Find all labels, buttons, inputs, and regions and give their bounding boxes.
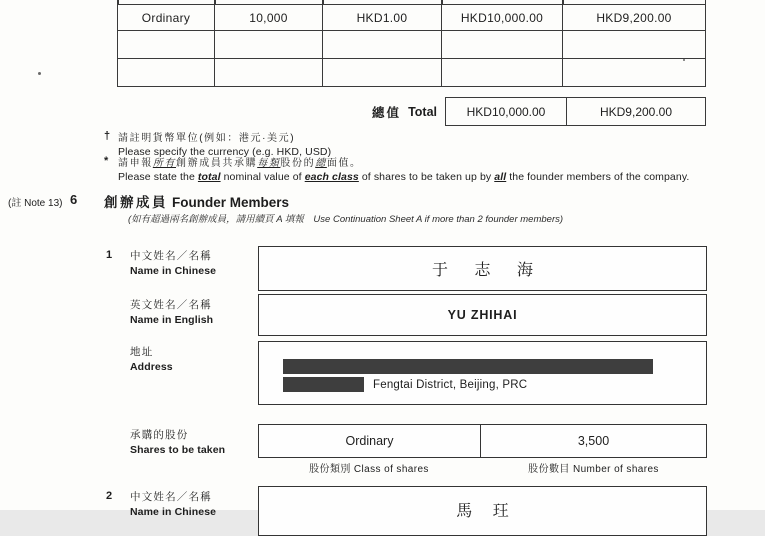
section-number: 6	[70, 192, 78, 207]
scan-speck	[683, 59, 685, 61]
section-subtitle: (如有超過兩名創辦成員，請用續頁 A 填報 Use Continuation Sheet A if more than 2 founder members)	[128, 214, 564, 225]
share-capital-table	[117, 4, 706, 87]
share-class-cell: Ordinary	[118, 5, 215, 31]
total-row-box	[445, 97, 706, 126]
footnote-nominal-value	[104, 154, 689, 183]
footnote-currency-en: Please specify the currency (e.g. HKD, USD)	[118, 146, 332, 158]
member-2-name-chinese: 馬 玨	[456, 503, 517, 520]
member-1-index: 1	[106, 249, 113, 261]
total-amount-cell: HKD10,000.00	[442, 5, 563, 31]
member-1-shares-field	[258, 424, 707, 458]
footnote-nominal-en: Please state the total nominal value of each class of shares to be taken up by all the founder members of the company.	[118, 171, 690, 183]
section-title-zh: 創辦成員	[104, 195, 168, 210]
margin-note-ref: (註 Note 13)	[8, 198, 63, 209]
total-capital-value: HKD9,200.00	[566, 98, 705, 125]
shares-label: 承購的股份 Shares to be taken	[130, 429, 226, 456]
member-1-name-english: YU ZHIHAI	[447, 308, 518, 322]
total-amount-value: HKD10,000.00	[466, 104, 546, 119]
footnote-nominal-zh: 請申報所有創辦成員共承購每類股份的總面值。	[118, 158, 362, 169]
name-chinese-label-2: 中文姓名／名稱 Name in Chinese	[130, 491, 217, 518]
redaction-bar	[283, 359, 653, 374]
table-row	[118, 5, 705, 31]
asterisk-icon: *	[104, 155, 109, 167]
capital-value-cell: HKD9,200.00	[563, 5, 705, 31]
member-1-name-chinese: 于 志 海	[432, 262, 544, 279]
member-1-share-class: Ordinary	[345, 434, 394, 448]
unit-price-cell: HKD1.00	[323, 5, 442, 31]
scan-speck	[38, 72, 41, 75]
member-1-name-english-field	[258, 294, 707, 336]
table-row-empty	[118, 31, 705, 59]
footnote-currency-zh: 請註明貨幣單位(例如：港元·美元)	[118, 133, 296, 144]
number-of-shares-caption: 股份數目 Number of shares	[528, 464, 659, 475]
section-title-en: Founder Members	[172, 195, 290, 210]
total-label-en: Total	[408, 104, 437, 119]
total-label	[117, 97, 437, 126]
total-label-zh: 總值	[372, 105, 402, 120]
member-1-share-number: 3,500	[480, 425, 706, 457]
class-of-shares-caption: 股份類別 Class of shares	[309, 464, 429, 475]
dagger-icon: †	[104, 130, 111, 142]
member-1-address-field	[258, 341, 707, 405]
section-title	[104, 191, 289, 211]
name-english-label: 英文姓名／名稱 Name in English	[130, 299, 214, 326]
member-1-name-chinese-field	[258, 246, 707, 291]
number-of-shares-cell: 10,000	[215, 5, 323, 31]
redaction-bar	[283, 377, 364, 392]
name-chinese-label: 中文姓名／名稱 Name in Chinese	[130, 250, 217, 277]
table-row-empty	[118, 59, 705, 86]
address-label: 地址 Address	[130, 346, 173, 373]
member-2-name-chinese-field	[258, 486, 707, 536]
member-1-address-visible: Fengtai District, Beijing, PRC	[373, 378, 528, 391]
member-2-index: 2	[106, 490, 113, 502]
